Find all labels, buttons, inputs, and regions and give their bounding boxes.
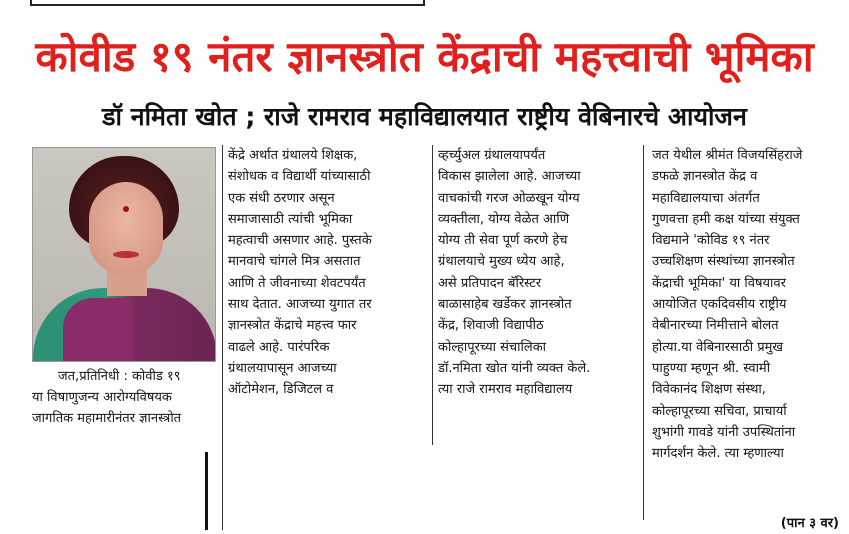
column-2 xyxy=(228,145,428,401)
column-2-line: साथ देतात. आजच्या युगात तर xyxy=(228,297,372,313)
column-3-line: असे प्रतिपादन बॅरिस्टर xyxy=(438,275,542,291)
column-2-line: वाढले आहे. पारंपरिक xyxy=(228,339,330,355)
column-3-line: कोल्हापूरच्या संचालिका xyxy=(438,339,547,355)
column-4-line: शुभांगी गावडे यांनी उपस्थितांना xyxy=(652,424,796,440)
column-2-line: ज्ञानस्त्रोत केंद्राचे महत्त्व फार xyxy=(228,318,357,334)
column-4-line: उच्चशिक्षण संस्थांच्या ज्ञानस्त्रोत xyxy=(652,254,795,270)
column-3 xyxy=(438,145,636,401)
column-3-line: व्यक्तीला, योग्य वेळेत आणि xyxy=(438,211,570,227)
column-rule xyxy=(222,145,223,530)
photo-bindi xyxy=(123,206,129,212)
column-1-body xyxy=(32,387,220,430)
headline: कोवीड १९ नंतर ज्ञानस्त्रोत केंद्राची महत्त्वाची भूमिका xyxy=(35,32,814,81)
column-4-line: पाहुण्या म्हणून श्री. स्वामी xyxy=(652,360,771,376)
column-2-line: समाजासाठी त्यांची भूमिका xyxy=(228,211,353,227)
top-frame-border xyxy=(30,0,425,6)
continuation-note: (पान ३ वर) xyxy=(780,516,839,531)
column-2-line: एक संधी ठरणार असून xyxy=(228,190,335,206)
photo-blouse xyxy=(63,298,133,362)
column-4-line: वेबीनारच्या निमीत्ताने बोलत xyxy=(652,318,779,334)
column-1-line: जागतिक महामारीनंतर ज्ञानस्त्रोत xyxy=(32,411,182,427)
column-4-line: डफळे ज्ञानस्त्रोत केंद्र व xyxy=(652,169,758,185)
column-2-line: संशोधक व विद्यार्थी यांच्यासाठी xyxy=(228,169,371,185)
column-4 xyxy=(652,145,849,464)
column-2-line: ऑटोमेशन, डिजिटल व xyxy=(228,382,334,398)
column-2-line: केंद्रे अर्थात ग्रंथालये शिक्षक, xyxy=(228,148,358,163)
column-rule xyxy=(643,145,644,520)
photo-face xyxy=(89,182,163,274)
column-3-line: योग्य ती सेवा पूर्ण करणे हेच xyxy=(438,233,568,249)
column-mark xyxy=(205,452,208,530)
column-4-line: होत्या.या वेबिनारसाठी प्रमुख xyxy=(652,339,784,355)
column-rule xyxy=(432,145,433,445)
column-4-line: कोल्हापूरच्या सचिवा, प्राचार्या xyxy=(652,403,787,419)
column-3-line: केंद्र, शिवाजी विद्यापीठ xyxy=(438,318,544,334)
column-4-line: विवेकानंद शिक्षण संस्था, xyxy=(652,382,766,398)
column-4-line: आयोजित एकदिवसीय राष्ट्रीय xyxy=(652,297,787,313)
column-3-line: त्या राजे रामराव महाविद्यालय xyxy=(438,382,573,398)
column-3-line: विकास झालेला आहे. आजच्या xyxy=(438,169,581,185)
column-2-line: आणि ते जीवनाच्या शेवटपर्यंत xyxy=(228,275,366,291)
column-3-line: व्हर्च्युअल ग्रंथालयापर्यंत xyxy=(438,148,546,163)
column-4-line: गुणवत्ता हमी कक्ष यांच्या संयुक्त xyxy=(652,211,800,227)
column-1-lead xyxy=(58,366,220,387)
column-2-line: महत्वाची असणार आहे. पुस्तके xyxy=(228,233,372,249)
column-3-line: डॉ.नमिता खोत यांनी व्यक्त केले. xyxy=(438,360,591,376)
column-4-line: मार्गदर्शन केले. त्या म्हणाल्या xyxy=(652,446,784,462)
photo-lips xyxy=(113,251,139,258)
subheadline: डॉ नमिता खोत ; राजे रामराव महाविद्यालयात राष्ट्रीय वेबिनारचे आयोजन xyxy=(102,102,747,131)
column-3-line: बाळासाहेब खर्डेकर ज्ञानस्त्रोत xyxy=(438,297,572,313)
column-1-line: जत,प्रतिनिधी : कोवीड १९ xyxy=(58,369,181,384)
column-4-line: विद्यमाने 'कोविड १९ नंतर xyxy=(652,233,770,249)
column-3-line: ग्रंथालयाचे मुख्य ध्येय आहे, xyxy=(438,254,565,270)
portrait-photo xyxy=(32,147,216,362)
column-3-line: वाचकांची गरज ओळखून योग्य xyxy=(438,190,580,206)
column-4-line: महाविद्यालयाचा अंतर्गत xyxy=(652,190,760,206)
column-4-line: केंद्राची भूमिका' या विषयावर xyxy=(652,275,786,291)
column-1-line: या विषाणुजन्य आरोग्यविषयक xyxy=(32,390,172,405)
column-2-line: ग्रंथालयापासून आजच्या xyxy=(228,360,337,376)
column-4-line: जत येथील श्रीमंत विजयसिंहराजे xyxy=(652,148,803,163)
column-2-line: मानवाचे चांगले मित्र असतात xyxy=(228,254,361,270)
